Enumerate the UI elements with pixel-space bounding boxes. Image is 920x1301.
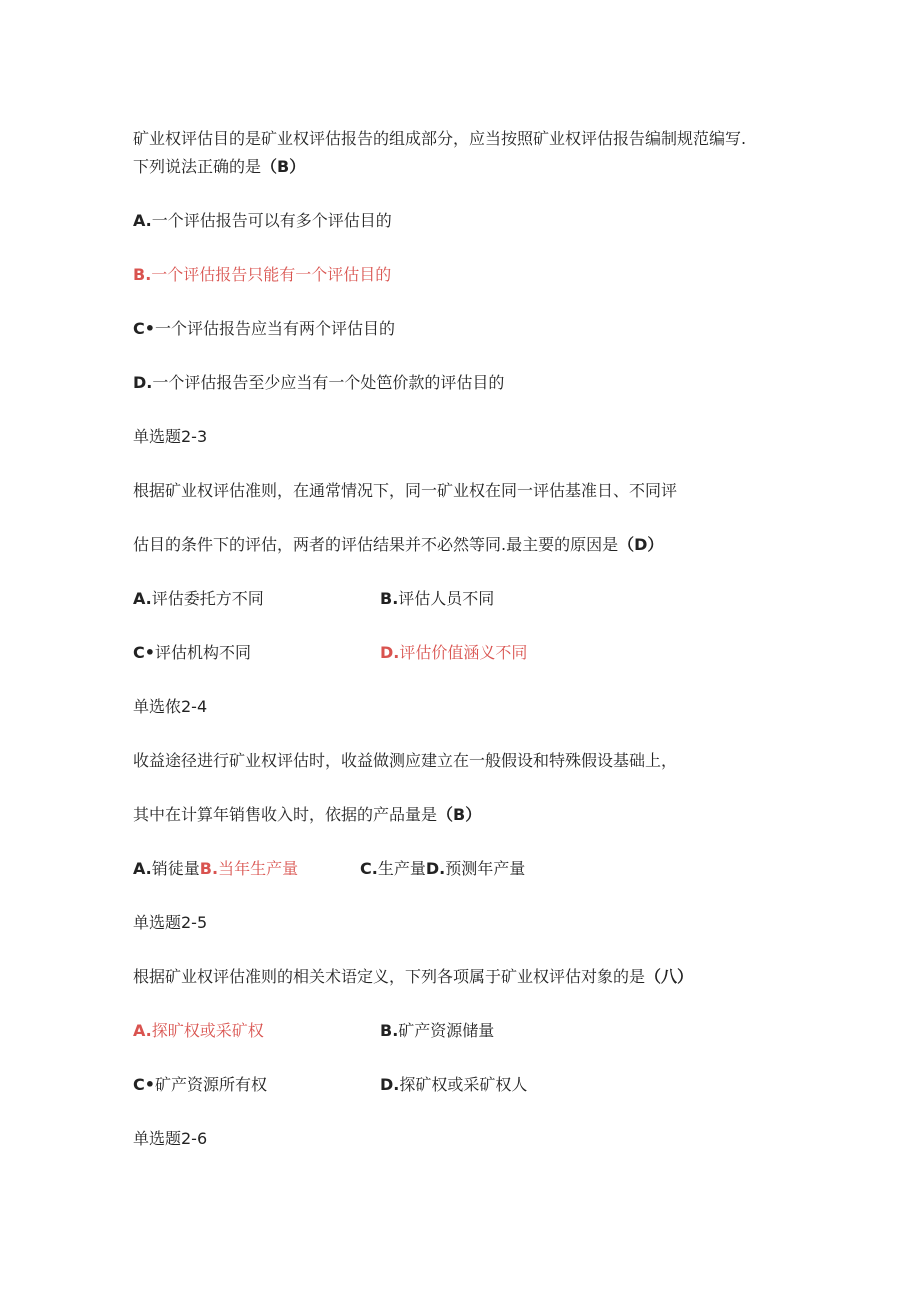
q3-option-c-label: C. (360, 859, 378, 878)
q3-answer: （B） (437, 805, 482, 824)
q3-stem-line1: 收益途径进行矿业权评估时，收益做测应建立在一般假设和特殊假设基础上， (133, 751, 678, 770)
q3-options-cd (360, 859, 525, 879)
q1-option-b-text: 一个评估报告只能有一个评估目的 (151, 265, 392, 284)
q2-stem-line1: 根据矿业权评估准则，在通常情况下，同一矿业权在同一评估基准日、不同评 (133, 481, 678, 500)
q5-heading: 单选题2-6 (133, 1129, 208, 1148)
q1-answer: （B） (261, 157, 306, 176)
q1-option-b (133, 265, 391, 285)
q4-option-a-label: A. (133, 1021, 152, 1040)
q2-option-c-label: C• (133, 643, 155, 662)
q4-stem-text: 根据矿业权评估准则的相关术语定义，下列各项属于矿业权评估对象的是 (133, 967, 646, 986)
q1-option-c (133, 319, 395, 339)
q3-option-b (200, 859, 298, 878)
q4-stem-line1 (133, 967, 693, 987)
q4-option-c (133, 1075, 267, 1095)
q4-option-d-label: D. (380, 1075, 400, 1094)
q2-option-c (133, 643, 251, 663)
q2-option-a (133, 589, 264, 609)
q2-stem-line2 (133, 535, 663, 555)
q2-option-d-label: D. (380, 643, 400, 662)
q3-heading: 单选侬2-4 (133, 697, 208, 716)
q1-option-b-label: B. (133, 265, 152, 284)
q3-option-c-text: 生产量 (377, 859, 426, 878)
q1-option-a-label: A. (133, 211, 152, 230)
q1-option-d-label: D. (133, 373, 153, 392)
q3-option-d-text: 预测年产量 (445, 859, 526, 878)
q2-option-b-label: B. (380, 589, 399, 608)
q1-option-a (133, 211, 392, 231)
q4-answer: （八） (645, 967, 694, 986)
q4-option-c-text: 矿产资源所有权 (154, 1075, 267, 1094)
q4-heading: 单选题2-5 (133, 913, 208, 932)
q4-option-a-text: 探旷权或采矿权 (151, 1021, 264, 1040)
q1-option-c-text: 一个评估报告应当有两个评估目的 (154, 319, 395, 338)
q1-stem-line1: 矿业权评估目的是矿业权评估报告的组成部分，应当按照矿业权评估报告编制规范编写. (133, 129, 747, 148)
q1-option-c-label: C• (133, 319, 155, 338)
q4-option-b-label: B. (380, 1021, 399, 1040)
q3-options-ab (133, 859, 298, 879)
q2-option-b (380, 589, 494, 609)
q3-stem-line2 (133, 805, 481, 825)
q4-option-b (380, 1021, 494, 1041)
q1-option-d-text: 一个评估报告至少应当有一个处笆价款的评估目的 (152, 373, 505, 392)
q3-option-d-label: D. (425, 859, 446, 878)
q2-option-d-text: 评估价值涵义不同 (399, 643, 528, 662)
q2-option-c-text: 评估机构不同 (154, 643, 251, 662)
q4-option-a (133, 1021, 264, 1041)
q3-option-b-text: 当年生产量 (218, 859, 299, 878)
q4-option-d-text: 探矿权或采矿权人 (399, 1075, 528, 1094)
q3-option-a-label: A. (133, 859, 152, 878)
q1-stem-text: 下列说法正确的是 (133, 157, 262, 176)
q1-stem-line2 (133, 157, 305, 177)
q2-option-b-text: 评估人员不同 (398, 589, 495, 608)
q4-option-b-text: 矿产资源储量 (398, 1021, 495, 1040)
q3-option-a-text: 销徒量 (151, 859, 200, 878)
q2-option-a-label: A. (133, 589, 152, 608)
q1-option-d (133, 373, 504, 393)
q3-stem-text: 其中在计算年销售收入时，依据的产品量是 (133, 805, 438, 824)
q2-heading: 单选题2-3 (133, 427, 208, 446)
q3-option-b-label: B. (199, 859, 219, 878)
q4-option-d (380, 1075, 527, 1095)
q2-option-a-text: 评估委托方不同 (151, 589, 264, 608)
q2-answer: （D） (618, 535, 664, 554)
q4-option-c-label: C• (133, 1075, 155, 1094)
q2-stem-text: 估目的条件下的评估，两者的评估结果并不必然等同.最主要的原因是 (133, 535, 619, 554)
q1-option-a-text: 一个评估报告可以有多个评估目的 (151, 211, 392, 230)
q2-option-d (380, 643, 527, 663)
